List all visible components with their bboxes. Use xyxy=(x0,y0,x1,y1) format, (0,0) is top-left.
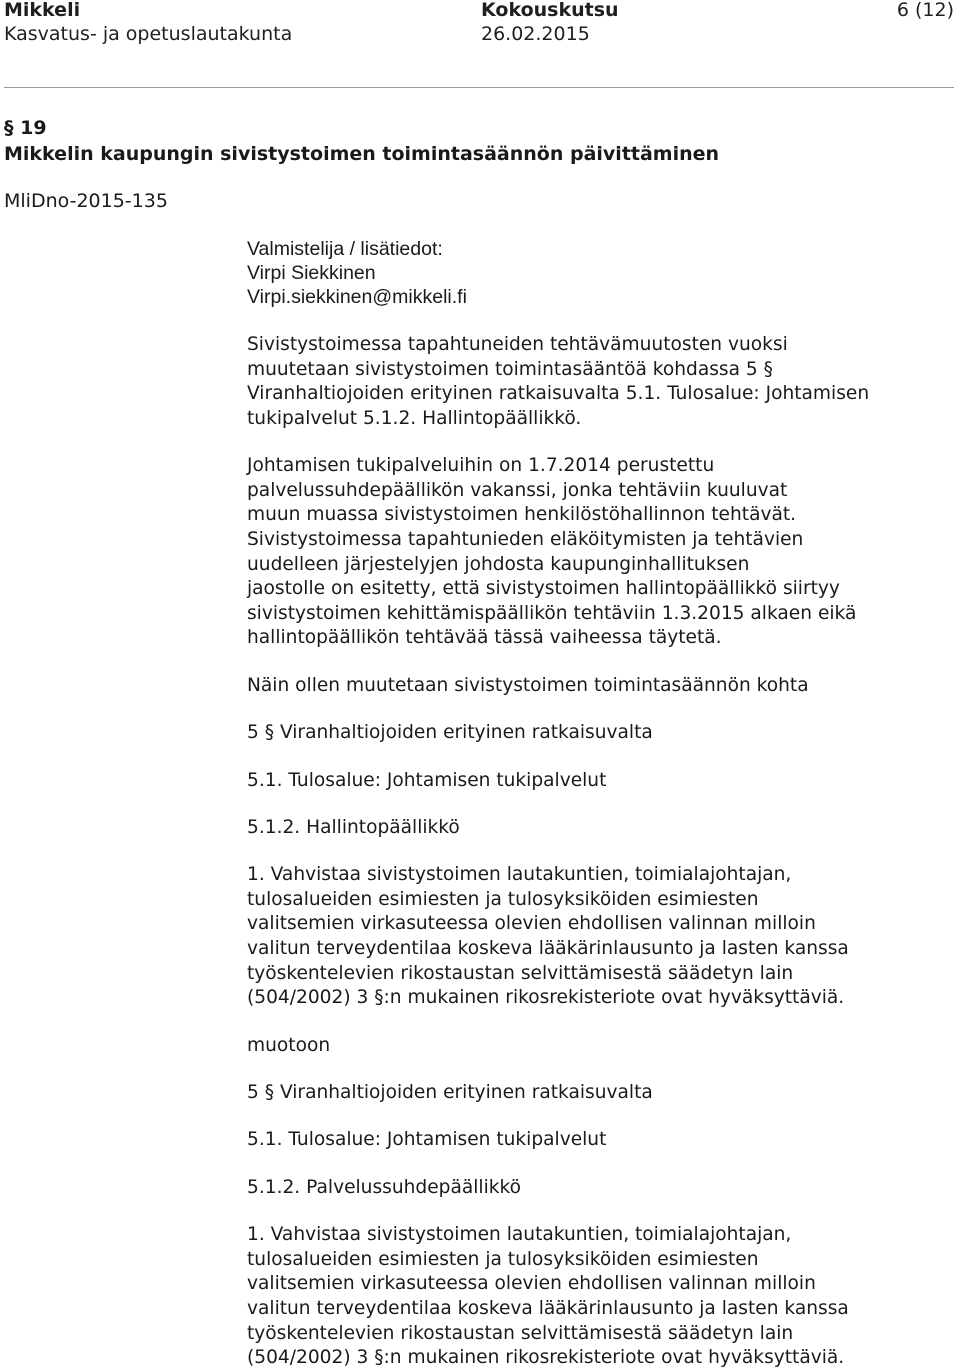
paragraph-old-duty: 1. Vahvistaa sivistystoimen lautakuntien, toimialajohtajan, tulosalueiden esimiesten ja tulosyksiköiden esimiesten valitsemien virkasuteessa olevien ehdollisen valinnan milloin valitun terveydentilaa koskeva lääkärinlausunto ja lasten kanssa työskentelevien rikostaustan selvittämisestä säädetyn lain (504/2002) 3 §:n mukainen rikosrekisteriote ovat hyväksyttäviä. xyxy=(247,864,849,1009)
paragraph-old-section: 5 § Viranhaltiojoiden erityinen ratkaisuvalta xyxy=(247,722,653,744)
paragraph-new-duty: 1. Vahvistaa sivistystoimen lautakuntien, toimialajohtajan, tulosalueiden esimiesten ja tulosyksiköiden esimiesten valitsemien virkasuteessa olevien ehdollisen valinnan milloin valitun terveydentilaa koskeva lääkärinlausunto ja lasten kanssa työskentelevien rikostaustan selvittämisestä säädetyn lain (504/2002) 3 §:n mukainen rikosrekisteriote ovat hyväksyttäviä. xyxy=(247,1224,849,1369)
record-number: MliDno-2015-135 xyxy=(4,190,168,212)
section-heading xyxy=(4,115,904,167)
meeting-date: 26.02.2015 xyxy=(481,23,590,45)
preparer-info xyxy=(247,237,467,309)
header-divider xyxy=(4,87,954,88)
organization-name: Mikkeli xyxy=(4,0,81,21)
paragraph-transition: muotoon xyxy=(247,1034,331,1056)
paragraph-intro: Näin ollen muutetaan sivistystoimen toimintasäännön kohta xyxy=(247,674,809,696)
committee-name: Kasvatus- ja opetuslautakunta xyxy=(4,23,293,45)
paragraph-old-subsection: 5.1. Tulosalue: Johtamisen tukipalvelut xyxy=(247,769,607,791)
page-header xyxy=(0,0,960,50)
section-title: Mikkelin kaupungin sivistystoimen toimintasäännön päivittäminen xyxy=(4,143,720,165)
preparer-label: Valmistelija / lisätiedot: xyxy=(247,238,443,260)
paragraph-new-role: 5.1.2. Palvelussuhdepäällikkö xyxy=(247,1176,521,1198)
paragraph-new-section: 5 § Viranhaltiojoiden erityinen ratkaisuvalta xyxy=(247,1082,653,1104)
paragraph-new-subsection: 5.1. Tulosalue: Johtamisen tukipalvelut xyxy=(247,1129,607,1151)
document-body xyxy=(247,333,947,1371)
document-type: Kokouskutsu xyxy=(481,0,619,21)
paragraph-background: Johtamisen tukipalveluihin on 1.7.2014 perustettu palvelussuhdepäällikön vakanssi, jonka tehtäviin kuuluvat muun muassa sivistystoimen henkilöstöhallinnon tehtävät. Sivistystoimessa tapahtunieden eläköitymisten ja tehtävien uudelleen järjestelyjen johdosta kaupunginhallituksen jaostolle on esitetty, että sivistystoimen hallintopäällikkö siirtyy sivistystoimen kehittämispäällikön tehtäviin 1.3.2015 alkaen eikä hallintopäällikön tehtävää tässä vaiheessa täytetä. xyxy=(247,455,857,649)
paragraph-change-reason: Sivistystoimessa tapahtuneiden tehtävämuutosten vuoksi muutetaan sivistystoimen toimintasääntöä kohdassa 5 § Viranhaltiojoiden erityinen ratkaisuvalta 5.1. Tulosalue: Johtamisen tukipalvelut 5.1.2. Hallintopäällikkö. xyxy=(247,334,870,429)
page-number: 6 (12) xyxy=(896,0,954,21)
paragraph-old-role: 5.1.2. Hallintopäällikkö xyxy=(247,816,460,838)
preparer-email: Virpi.siekkinen@mikkeli.fi xyxy=(247,286,467,308)
preparer-name: Virpi Siekkinen xyxy=(247,262,376,284)
section-number: § 19 xyxy=(4,117,47,139)
